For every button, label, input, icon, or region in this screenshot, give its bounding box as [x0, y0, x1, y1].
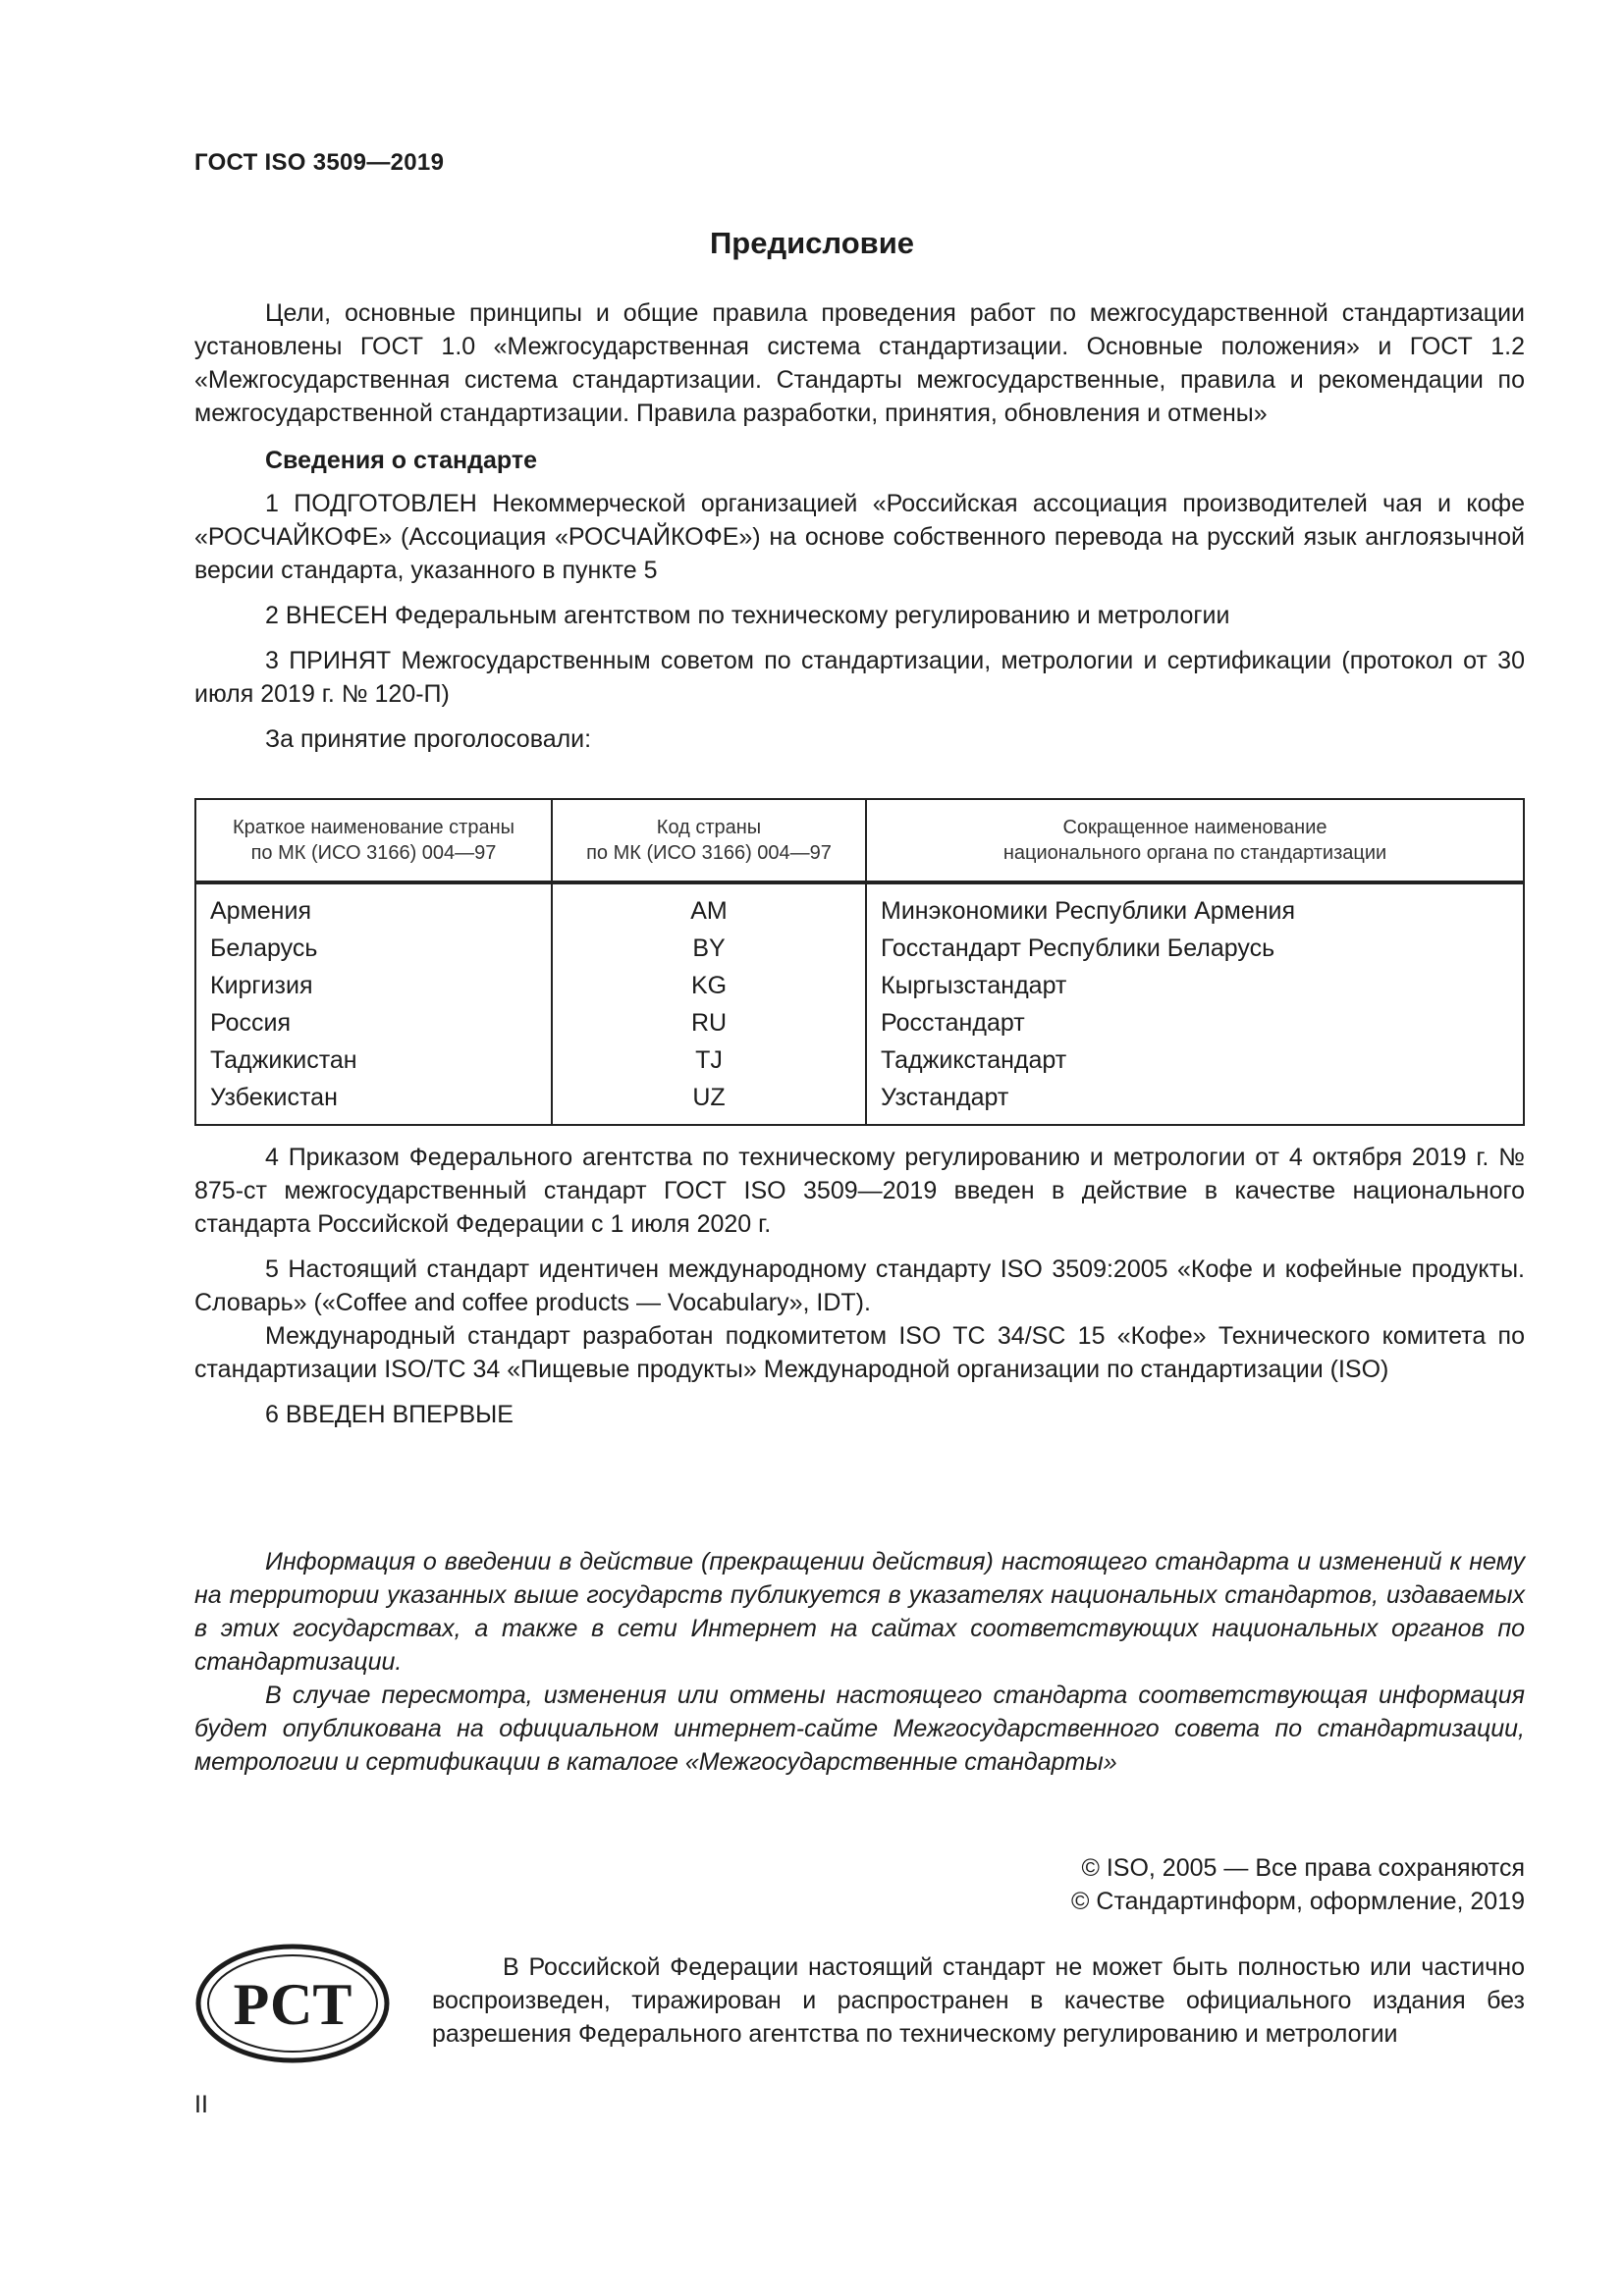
- cell-body: Таджикстандарт: [866, 1041, 1524, 1079]
- table-row: [195, 930, 1524, 967]
- item-3: 3 ПРИНЯТ Межгосударственным советом по стандартизации, метрологии и сертификации (протокол от 30 июля 2019 г. № 120-П): [194, 647, 1525, 708]
- item-5-note: Международный стандарт разработан подкомитетом ISO TC 34/SC 15 «Кофе» Технического комитета по стандартизации ISO/TC 34 «Пищевые продукты» Международной организации по стандартизации (ISO): [194, 1322, 1525, 1383]
- voting-table: [194, 798, 1525, 1126]
- cell-code: RU: [552, 1004, 866, 1041]
- notice-paragraph-2: В случае пересмотра, изменения или отмены настоящего стандарта соответствующая информация будет опубликована на официальном интернет-сайте Межгосударственного совета по стандартизации, метрологии и сертификации в каталоге «Межгосударственные стандарты»: [194, 1682, 1525, 1776]
- info-heading: Сведения о стандарте: [265, 447, 538, 474]
- cell-body: Узстандарт: [866, 1079, 1524, 1125]
- cell-country: Армения: [195, 882, 552, 930]
- preface-top: [194, 296, 1525, 756]
- copyright-standartinform: © Стандартинформ, оформление, 2019: [1071, 1888, 1525, 1915]
- table-row: [195, 1004, 1524, 1041]
- table-row: [195, 1079, 1524, 1125]
- table-row: [195, 1041, 1524, 1079]
- cell-country: Узбекистан: [195, 1079, 552, 1125]
- cell-country: Беларусь: [195, 930, 552, 967]
- header-country: Краткое наименование страны по МК (ИСО 3166) 004—97: [195, 799, 552, 882]
- cell-country: Россия: [195, 1004, 552, 1041]
- table-row: [195, 882, 1524, 930]
- item-6: 6 ВВЕДЕН ВПЕРВЫЕ: [265, 1401, 514, 1428]
- cell-code: TJ: [552, 1041, 866, 1079]
- cell-country: Таджикистан: [195, 1041, 552, 1079]
- gost-r-certification-mark-icon: [194, 1942, 391, 2065]
- cell-body: Кыргызстандарт: [866, 967, 1524, 1004]
- cell-code: KG: [552, 967, 866, 1004]
- header-body: Сокращенное наименование национального органа по стандартизации: [866, 799, 1524, 882]
- page-title: Предисловие: [709, 226, 914, 260]
- document-code: ГОСТ ISO 3509—2019: [194, 149, 445, 176]
- copyright-iso: © ISO, 2005 — Все права сохраняются: [1081, 1854, 1525, 1882]
- item-4: 4 Приказом Федерального агентства по техническому регулированию и метрологии от 4 октября 2019 г. № 875-ст межгосударственный стандарт ГОСТ ISO 3509—2019 введен в действие в качестве национального стандарта Российской Федерации с 1 июля 2020 г.: [194, 1144, 1525, 1238]
- legal-paragraph: В Российской Федерации настоящий стандарт не может быть полностью или частично воспроизведен, тиражирован и распространен в качестве официального издания без разрешения Федерального агентства по техническому регулированию и метрологии: [432, 1953, 1525, 2048]
- copyright-block: [1071, 1851, 1525, 1918]
- svg-text:РСТ: РСТ: [233, 1972, 352, 2037]
- page-number: II: [194, 2091, 208, 2118]
- preface-bottom: [194, 1141, 1525, 1431]
- cell-country: Киргизия: [195, 967, 552, 1004]
- intro-paragraph: Цели, основные принципы и общие правила проведения работ по межгосударственной стандартизации установлены ГОСТ 1.0 «Межгосударственная система стандартизации. Основные положения» и ГОСТ 1.2 «Межгосударственная система стандартизации. Стандарты межгосударственные, правила и рекомендации по межгосударственной стандартизации. Правила разработки, принятия, обновления и отмены»: [194, 299, 1525, 427]
- item-5: 5 Настоящий стандарт идентичен международному стандарту ISO 3509:2005 «Кофе и кофейные продукты. Словарь» («Coffee and coffee products — Vocabulary», IDT).: [194, 1255, 1525, 1316]
- cell-body: Госстандарт Республики Беларусь: [866, 930, 1524, 967]
- cell-code: UZ: [552, 1079, 866, 1125]
- table-row: [195, 967, 1524, 1004]
- cell-body: Росстандарт: [866, 1004, 1524, 1041]
- notice-paragraph-1: Информация о введении в действие (прекращении действия) настоящего стандарта и изменений к нему на территории указанных выше государств публикуется в указателях национальных стандартов, издаваемых в этих государствах, а также в сети Интернет на сайтах соответствующих национальных органов по стандартизации.: [194, 1548, 1525, 1676]
- cell-code: AM: [552, 882, 866, 930]
- table-header-row: [195, 799, 1524, 882]
- item-1: 1 ПОДГОТОВЛЕН Некоммерческой организацией «Российская ассоциация производителей чая и кофе «РОСЧАЙКОФЕ» (Ассоциация «РОСЧАЙКОФЕ») на основе собственного перевода на русский язык англоязычной версии стандарта, указанного в пункте 5: [194, 490, 1525, 584]
- voted-label: За принятие проголосовали:: [265, 725, 592, 753]
- legal-notice: [432, 1950, 1525, 2051]
- notice-block: [194, 1545, 1525, 1779]
- header-code: Код страны по МК (ИСО 3166) 004—97: [552, 799, 866, 882]
- cell-code: BY: [552, 930, 866, 967]
- cell-body: Минэкономики Республики Армения: [866, 882, 1524, 930]
- item-2: 2 ВНЕСЕН Федеральным агентством по техническому регулированию и метрологии: [265, 602, 1230, 629]
